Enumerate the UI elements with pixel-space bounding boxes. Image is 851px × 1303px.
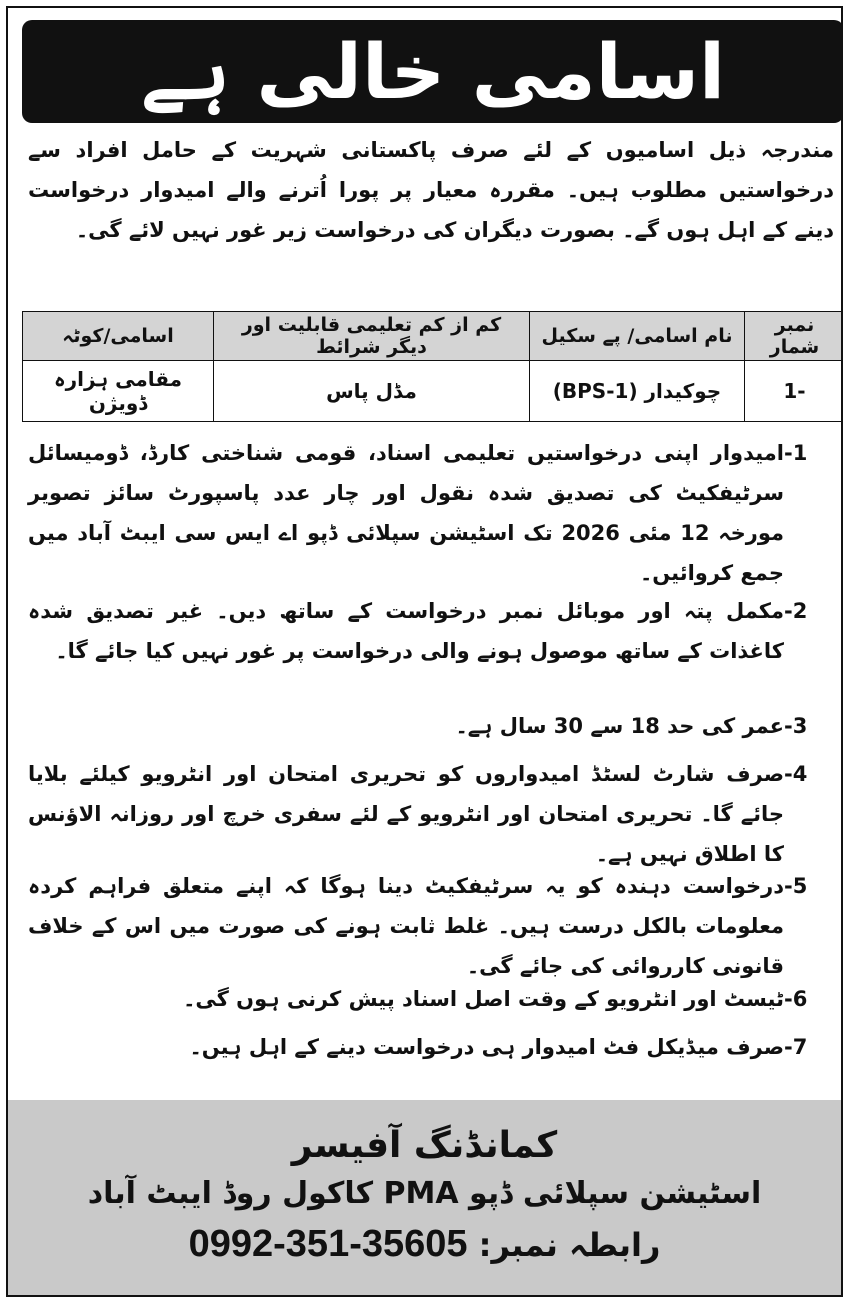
officer-title: کمانڈنگ آفیسر [291,1125,558,1166]
list-item [28,591,834,706]
header-qualification: کم از کم تعلیمی قابلیت اور دیگر شرائط [214,312,530,361]
rule-text: عمر کی حد 18 سے 30 سال ہے۔ [455,714,784,738]
cell-qualification: مڈل پاس [214,361,530,422]
rule-number: -5 [784,874,808,898]
list-item [28,433,834,591]
rule-number: -2 [784,599,808,623]
posts-table [22,311,843,422]
rule-text: امیدوار اپنی درخواستیں تعلیمی اسناد، قومی شناختی کارڈ، ڈومیسائل سرٹیفکیٹ کی تصدیق شدہ نقول اور چار عدد پاسپورٹ سائز تصویر مورخہ 12 مئی 2026 تک اسٹیشن سپلائی ڈپو اے ایس سی ایبٹ آباد میں جمع کروائیں۔ [28,441,784,585]
footer-contact-block [8,1100,841,1295]
table-row [23,361,844,422]
rule-number: -1 [784,441,808,465]
list-item [28,979,834,1027]
header-post: نام اسامی/ پے سکیل [530,312,745,361]
rule-number: -6 [784,987,808,1011]
list-item [28,706,834,754]
contact-phone: 0992-351-35605 [188,1223,468,1265]
advertisement-frame [6,6,843,1297]
rule-text: صرف شارٹ لسٹڈ امیدواروں کو تحریری امتحان اور انٹرویو کیلئے بلایا جائے گا۔ تحریری امتحان اور انٹرویو کے لئے سفری خرچ اور روزانہ الاؤنس کا اطلاق نہیں ہے۔ [28,762,784,866]
list-item [28,866,834,979]
list-item [28,754,834,866]
rule-number: -7 [784,1035,808,1059]
rule-text: درخواست دہندہ کو یہ سرٹیفکیٹ دینا ہوگا کہ اپنے متعلق فراہم کردہ معلومات بالکل درست ہیں۔ غلط ثابت ہونے کی صورت میں اس کے خلاف قانونی کارروائی کی جائے گی۔ [28,874,784,978]
cell-serial: -1 [745,361,844,422]
title-banner [22,20,843,123]
cell-quota: مقامی ہزارہ ڈویژن [23,361,214,422]
list-item [28,1027,834,1075]
table-header-row [23,312,844,361]
cell-post: چوکیدار (BPS-1) [530,361,745,422]
contact-line [8,1218,841,1271]
rule-number: -3 [784,714,808,738]
office-address: اسٹیشن سپلائی ڈپو PMA کاکول روڈ ایبٹ آباد [87,1176,762,1211]
banner-title: اسامی خالی ہے [141,26,725,116]
header-serial: نمبر شمار [745,312,844,361]
contact-label: رابطہ نمبر: [478,1226,661,1264]
intro-paragraph: مندرجہ ذیل اسامیوں کے لئے صرف پاکستانی شہریت کے حامل افراد سے درخواستیں مطلوب ہیں۔ مقررہ معیار پر پورا اُترنے والے امیدوار درخواست دینے کے اہل ہوں گے۔ بصورت دیگران کی درخواست زیر غور نہیں لائے گی۔ [28,138,834,242]
rule-number: -4 [784,762,808,786]
conditions-list [28,433,834,1075]
rule-text: صرف میڈیکل فٹ امیدوار ہی درخواست دینے کے اہل ہیں۔ [189,1035,784,1059]
rule-text: ٹیسٹ اور انٹرویو کے وقت اصل اسناد پیش کرنی ہوں گی۔ [183,987,784,1011]
header-quota: اسامی/کوٹہ [23,312,214,361]
rule-text: مکمل پتہ اور موبائل نمبر درخواست کے ساتھ دیں۔ غیر تصدیق شدہ کاغذات کے ساتھ موصول ہونے والی درخواست پر غور نہیں کیا جائے گا۔ [28,599,784,663]
